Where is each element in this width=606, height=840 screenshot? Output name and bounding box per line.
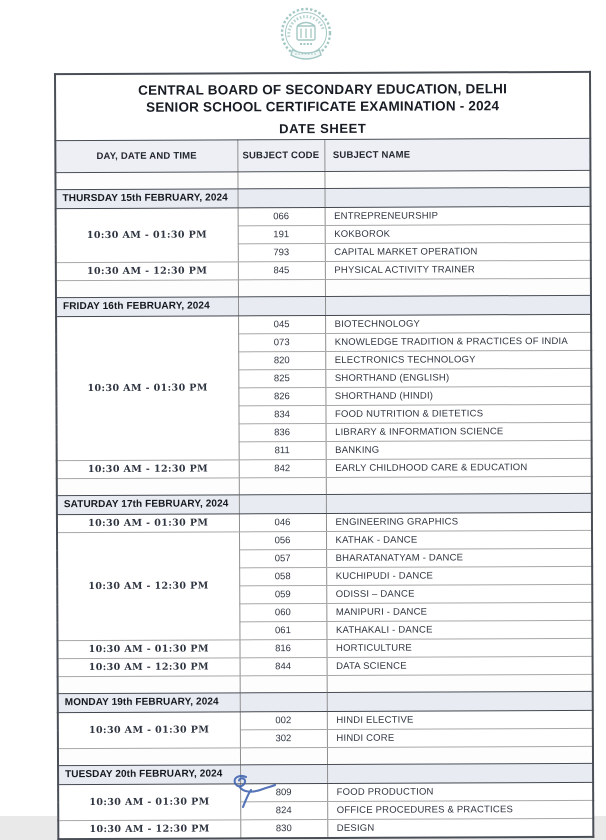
subject-row	[58, 782, 593, 802]
subject-name-cell: OFFICE PROCEDURES & PRACTICES	[327, 800, 593, 819]
subject-code-cell: 002	[240, 711, 327, 729]
subject-row	[57, 512, 592, 532]
header-subject-code: SUBJECT CODE	[237, 139, 324, 171]
subject-code-cell: 059	[239, 585, 326, 603]
subject-name-cell: BANKING	[326, 440, 592, 459]
exam-date-label: FRIDAY 16th FEBRUARY, 2024	[56, 296, 238, 316]
subject-name-cell: SHORTHAND (ENGLISH)	[325, 368, 591, 387]
spacer-cell	[58, 675, 240, 693]
subject-code-cell: 793	[238, 243, 325, 261]
subject-code-cell: 844	[240, 657, 327, 675]
date-row-cell	[325, 187, 591, 207]
subject-code-cell: 845	[238, 261, 325, 279]
subject-name-cell: DESIGN	[327, 818, 593, 838]
subject-code-cell: 811	[239, 441, 326, 459]
header-subject-name: SUBJECT NAME	[324, 138, 590, 171]
subject-code-cell: 046	[239, 513, 326, 531]
spacer-cell	[237, 171, 324, 188]
subject-name-cell: LIBRARY & INFORMATION SCIENCE	[326, 422, 592, 441]
date-row-cell	[240, 692, 327, 711]
column-header-row	[55, 138, 590, 172]
exam-title: SENIOR SCHOOL CERTIFICATE EXAMINATION - 2024	[146, 98, 500, 116]
date-row-cell	[326, 493, 592, 513]
subject-name-cell: HORTICULTURE	[326, 638, 592, 657]
spacer-cell	[327, 674, 593, 692]
spacer-cell	[327, 746, 593, 764]
date-sheet-heading: DATE SHEET	[279, 120, 367, 136]
exam-date-label: THURSDAY 15th FEBRUARY, 2024	[56, 188, 238, 208]
cbse-logo-icon	[275, 6, 337, 68]
date-header-row	[56, 187, 591, 208]
subject-code-cell: 820	[238, 351, 325, 369]
signature-mark	[225, 772, 285, 818]
date-row-cell	[327, 763, 593, 783]
subject-row	[57, 530, 592, 550]
date-row-cell	[238, 188, 325, 207]
subject-name-cell: ENGINEERING GRAPHICS	[326, 512, 592, 531]
spacer-cell	[326, 476, 592, 494]
subject-name-cell: MANIPURI - DANCE	[326, 602, 592, 621]
exam-time-cell: 10:30 AM - 01:30 PM	[58, 783, 240, 820]
date-header-row	[58, 691, 593, 712]
subject-name-cell: KUCHIPUDI - DANCE	[326, 566, 592, 585]
subject-code-cell: 302	[240, 729, 327, 747]
subject-name-cell: BIOTECHNOLOGY	[325, 314, 591, 333]
subject-code-cell: 826	[238, 387, 325, 405]
subject-row	[58, 656, 593, 676]
spacer-cell	[58, 747, 240, 765]
exam-date-label: SATURDAY 17th FEBRUARY, 2024	[57, 494, 239, 514]
datesheet-table	[54, 71, 594, 840]
subject-name-cell: CAPITAL MARKET OPERATION	[325, 242, 591, 261]
subject-code-cell: 809	[240, 783, 327, 801]
subject-name-cell: FOOD PRODUCTION	[327, 782, 593, 801]
subject-name-cell: ODISSI – DANCE	[326, 584, 592, 603]
board-title: CENTRAL BOARD OF SECONDARY EDUCATION, DELHI	[138, 81, 508, 98]
spacer-cell	[55, 171, 237, 189]
subject-name-cell: PHYSICAL ACTIVITY TRAINER	[325, 260, 591, 279]
subject-code-cell: 830	[240, 819, 327, 838]
subject-code-cell: 073	[238, 333, 325, 351]
subject-name-cell: KOKBOROK	[325, 224, 591, 243]
exam-time-cell: 10:30 AM - 01:30 PM	[57, 513, 239, 532]
subject-row	[58, 710, 593, 730]
subject-code-cell: 191	[238, 225, 325, 243]
exam-time-cell: 10:30 AM - 01:30 PM	[58, 711, 240, 748]
subject-code-cell: 060	[239, 603, 326, 621]
subject-name-cell: KNOWLEDGE TRADITION & PRACTICES OF INDIA	[325, 332, 591, 351]
spacer-cell	[324, 170, 590, 188]
subject-code-cell: 056	[239, 531, 326, 549]
subject-row	[57, 458, 592, 478]
subject-code-cell: 061	[239, 621, 326, 639]
subject-name-cell: HINDI CORE	[327, 728, 593, 747]
subject-code-cell: 836	[239, 423, 326, 441]
spacer-cell	[240, 747, 327, 764]
exam-time-cell: 10:30 AM - 12:30 PM	[58, 657, 240, 676]
subject-code-cell: 058	[239, 567, 326, 585]
exam-time-cell: 10:30 AM - 01:30 PM	[57, 639, 239, 658]
subject-code-cell: 066	[238, 207, 325, 225]
date-row-cell	[325, 295, 591, 315]
date-row-cell	[327, 691, 593, 711]
exam-time-cell: 10:30 AM - 12:30 PM	[56, 261, 238, 280]
subject-row	[56, 206, 591, 226]
date-header-row	[58, 763, 593, 784]
subject-name-cell: KATHAKALI - DANCE	[326, 620, 592, 639]
subject-name-cell: ELECTRONICS TECHNOLOGY	[325, 350, 591, 369]
spacer-cell	[239, 477, 326, 494]
date-header-row	[57, 493, 592, 514]
subject-code-cell: 842	[239, 459, 326, 477]
subject-name-cell: ENTREPRENEURSHIP	[325, 206, 591, 225]
subject-code-cell: 825	[238, 369, 325, 387]
spacer-cell	[56, 279, 238, 297]
subject-name-cell: EARLY CHILDHOOD CARE & EDUCATION	[326, 458, 592, 477]
subject-name-cell: HINDI ELECTIVE	[327, 710, 593, 729]
subject-code-cell: 816	[239, 639, 326, 657]
subject-row	[57, 638, 592, 658]
spacer-cell	[57, 477, 239, 495]
date-row-cell	[239, 494, 326, 513]
exam-date-label: TUESDAY 20th FEBRUARY, 2024	[58, 764, 240, 784]
spacer-cell	[325, 278, 591, 296]
spacer-cell	[240, 675, 327, 692]
date-row-cell	[238, 296, 325, 315]
exam-time-cell: 10:30 AM - 01:30 PM	[56, 315, 239, 460]
document-title-block	[55, 72, 590, 140]
spacer-cell	[238, 279, 325, 296]
subject-name-cell: BHARATANATYAM - DANCE	[326, 548, 592, 567]
exam-time-cell: 10:30 AM - 12:30 PM	[58, 819, 240, 838]
exam-time-cell: 10:30 AM - 12:30 PM	[57, 459, 239, 478]
date-header-row	[56, 295, 591, 316]
title-row	[55, 72, 590, 140]
subject-name-cell: FOOD NUTRITION & DIETETICS	[325, 404, 591, 423]
subject-row	[56, 314, 591, 334]
exam-time-cell: 10:30 AM - 01:30 PM	[56, 207, 238, 262]
subject-code-cell: 824	[240, 801, 327, 819]
exam-date-label: MONDAY 19th FEBRUARY, 2024	[58, 692, 240, 712]
subject-name-cell: DATA SCIENCE	[327, 656, 593, 675]
subject-row	[56, 260, 591, 280]
subject-code-cell: 057	[239, 549, 326, 567]
subject-name-cell: SHORTHAND (HINDI)	[325, 386, 591, 405]
subject-code-cell: 834	[238, 405, 325, 423]
subject-row	[58, 818, 593, 839]
exam-time-cell: 10:30 AM - 12:30 PM	[57, 531, 239, 640]
subject-code-cell: 045	[238, 315, 325, 333]
subject-name-cell: KATHAK - DANCE	[326, 530, 592, 549]
header-day-date-time: DAY, DATE AND TIME	[55, 139, 237, 172]
datesheet-document	[54, 71, 593, 840]
